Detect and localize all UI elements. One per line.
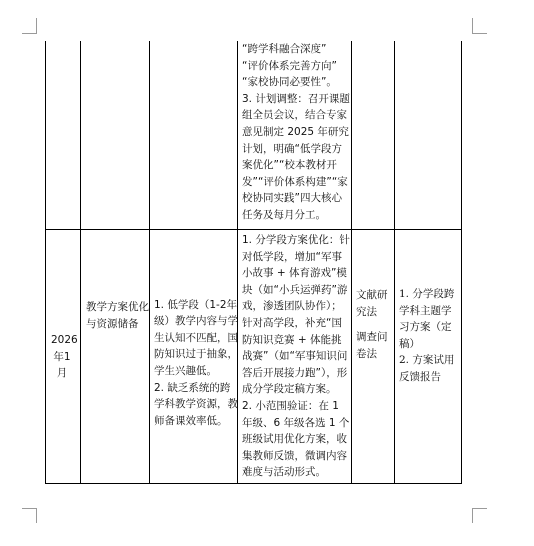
column-divider — [394, 41, 395, 484]
time-cell: 2026年1月 — [51, 334, 78, 380]
text-line: “评价体系完善方向” — [242, 59, 337, 72]
crop-mark — [472, 508, 487, 509]
column-divider — [351, 41, 352, 484]
crop-mark — [36, 508, 37, 523]
row-divider — [45, 229, 462, 230]
crop-mark — [472, 18, 473, 33]
methods-cell — [356, 287, 390, 362]
method-item: 文献研究法 — [356, 289, 388, 318]
problems-text: 1. 低学段（1-2年级）教学内容与学生认知不匹配，国防知识过于抽象，学生兴趣低。 2. 缺乏系统的跨学科教学资源，教师备课效率低。 — [154, 298, 238, 427]
problems-cell — [154, 280, 238, 446]
measures-cell-continued — [242, 41, 350, 224]
measures-cell — [242, 232, 350, 481]
crop-mark — [22, 508, 37, 509]
outcome-item: 2. 方案试用反馈报告 — [399, 354, 455, 383]
research-plan-table — [45, 41, 462, 484]
text-paragraph: 3. 计划调整：召开课题组全员会议，结合专家意见制定 2025 年研究计划，明确“低学段方案优化”“校本教材开发”“评价体系构建”“家校协同实践”四大核心任务及每月分工。 — [242, 92, 350, 221]
table-border — [461, 41, 462, 484]
outcome-item: 1. 分学段跨学科主题学习方案（定稿） — [399, 288, 455, 350]
text-line: “家校协同必要性”。 — [242, 76, 337, 89]
text-line: “跨学科融合深度” — [242, 43, 327, 55]
column-divider — [80, 41, 81, 484]
method-item: 调查问卷法 — [356, 331, 388, 360]
crop-mark — [472, 508, 473, 523]
outcomes-cell — [399, 286, 459, 386]
crop-mark — [472, 33, 487, 34]
column-divider — [149, 41, 150, 484]
crop-mark — [22, 33, 37, 34]
measures-text: 1. 分学段方案优化：针对低学段，增加“军事小故事 + 体育游戏”模块（如“小兵运弹药”游戏，渗透团队协作）；针对高学段，补充“国防知识竞赛 + 体能挑战赛”（如“军事知识问答后开展接力跑”），形成分学段定稿方案。 2. 小范围验证：在 1 年级、6 年级各选 1 个班级试用优化方案，收集教师反馈，微调内容难度与活动形式。 — [242, 234, 350, 479]
task-cell: 教学方案优化与资源储备 — [86, 301, 149, 330]
crop-mark — [36, 18, 37, 33]
table-border — [45, 41, 46, 484]
table-border — [45, 483, 462, 484]
